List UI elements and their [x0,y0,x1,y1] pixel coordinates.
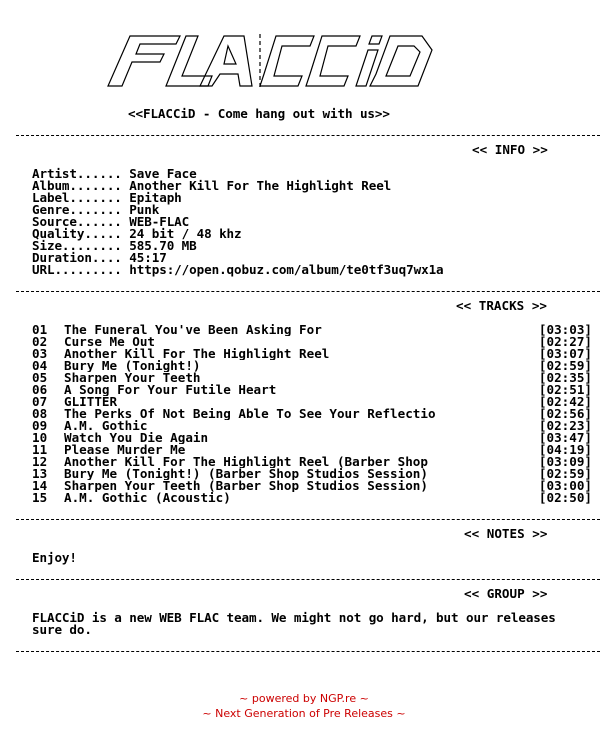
tagline: <<FLACCiD - Come hang out with us>> [128,106,390,121]
info-label: Genre....... [32,202,122,217]
track-duration: [02:23] [538,418,592,433]
notes-text: Enjoy! [32,550,77,565]
track-number: 08 [32,406,48,421]
track-row [32,444,592,456]
info-value: Save Face [129,166,197,181]
track-row [32,396,592,408]
group-section-header: << GROUP >> [464,586,548,601]
info-value: Epitaph [129,190,182,205]
track-title: A.M. Gothic (Acoustic) [64,492,231,504]
divider [16,579,600,580]
track-duration: [04:19] [538,442,592,457]
divider [16,519,600,520]
info-value: 24 bit / 48 khz [129,226,242,241]
track-duration: [02:59] [538,358,592,373]
info-label: Quality..... [32,226,122,241]
track-row [32,372,592,384]
track-number: 06 [32,382,48,397]
divider [16,291,600,292]
track-duration: [02:56] [538,406,592,421]
track-duration: [02:59] [538,466,592,481]
info-row [32,264,444,276]
track-title: A.M. Gothic [64,420,148,432]
track-duration: [03:00] [538,478,592,493]
track-row [32,480,592,492]
divider [16,135,600,136]
track-title: The Perks Of Not Being Able To See Your Reflectio [64,408,436,420]
track-title: Sharpen Your Teeth (Barber Shop Studios Session) [64,480,428,492]
track-number: 03 [32,346,48,361]
info-label: URL......... [32,262,122,277]
track-title: Another Kill For The Highlight Reel (Barber Shop [64,456,428,468]
track-duration: [02:42] [538,394,592,409]
info-section-header: << INFO >> [472,142,548,157]
track-title: The Funeral You've Been Asking For [64,324,322,336]
track-duration: [02:35] [538,370,592,385]
flaccid-logo [100,30,440,92]
track-number: 11 [32,442,48,457]
track-duration: [03:03] [538,322,592,337]
track-title: Curse Me Out [64,336,155,348]
info-label: Source...... [32,214,122,229]
track-number: 15 [32,490,48,505]
track-number: 04 [32,358,48,373]
info-value: 45:17 [129,250,167,265]
track-row [32,492,592,504]
track-row [32,384,592,396]
track-duration: [02:50] [538,490,592,505]
track-number: 05 [32,370,48,385]
track-number: 10 [32,430,48,445]
divider [16,651,600,652]
track-title: GLITTER [64,396,118,408]
track-duration: [03:09] [538,454,592,469]
track-title: Another Kill For The Highlight Reel [64,348,330,360]
track-title: Please Murder Me [64,444,186,456]
track-duration: [03:47] [538,430,592,445]
track-row [32,432,592,444]
info-value: WEB-FLAC [129,214,190,229]
track-title: Bury Me (Tonight!) (Barber Shop Studios Session) [64,468,428,480]
track-number: 07 [32,394,48,409]
track-number: 02 [32,334,48,349]
info-url[interactable]: https://open.qobuz.com/album/te0tf3uq7wx1a [129,262,444,277]
track-title: Bury Me (Tonight!) [64,360,201,372]
info-label: Duration.... [32,250,122,265]
track-row [32,360,592,372]
track-title: Sharpen Your Teeth [64,372,201,384]
footer-tagline: ~ Next Generation of Pre Releases ~ [202,707,406,720]
group-text-line: FLACCiD is a new WEB FLAC team. We might not go hard, but our releases [32,610,556,625]
info-value: Punk [129,202,160,217]
track-row [32,324,592,336]
group-text-line: sure do. [32,622,92,637]
track-title: Watch You Die Again [64,432,209,444]
track-row [32,408,592,420]
track-number: 01 [32,322,48,337]
info-value: 585.70 MB [129,238,197,253]
info-value: Another Kill For The Highlight Reel [129,178,392,193]
track-duration: [02:51] [538,382,592,397]
tracks-section-header: << TRACKS >> [456,298,547,313]
info-label: Size........ [32,238,122,253]
track-duration: [03:07] [538,346,592,361]
info-label: Artist...... [32,166,122,181]
track-row [32,348,592,360]
track-number: 12 [32,454,48,469]
track-row [32,420,592,432]
track-row [32,336,592,348]
track-title: A Song For Your Futile Heart [64,384,277,396]
track-row [32,468,592,480]
info-label: Album....... [32,178,122,193]
track-row [32,456,592,468]
notes-section-header: << NOTES >> [464,526,548,541]
track-duration: [02:27] [538,334,592,349]
info-label: Label....... [32,190,122,205]
track-number: 13 [32,466,48,481]
footer-powered-by: ~ powered by NGP.re ~ [239,692,369,705]
track-number: 14 [32,478,48,493]
track-number: 09 [32,418,48,433]
